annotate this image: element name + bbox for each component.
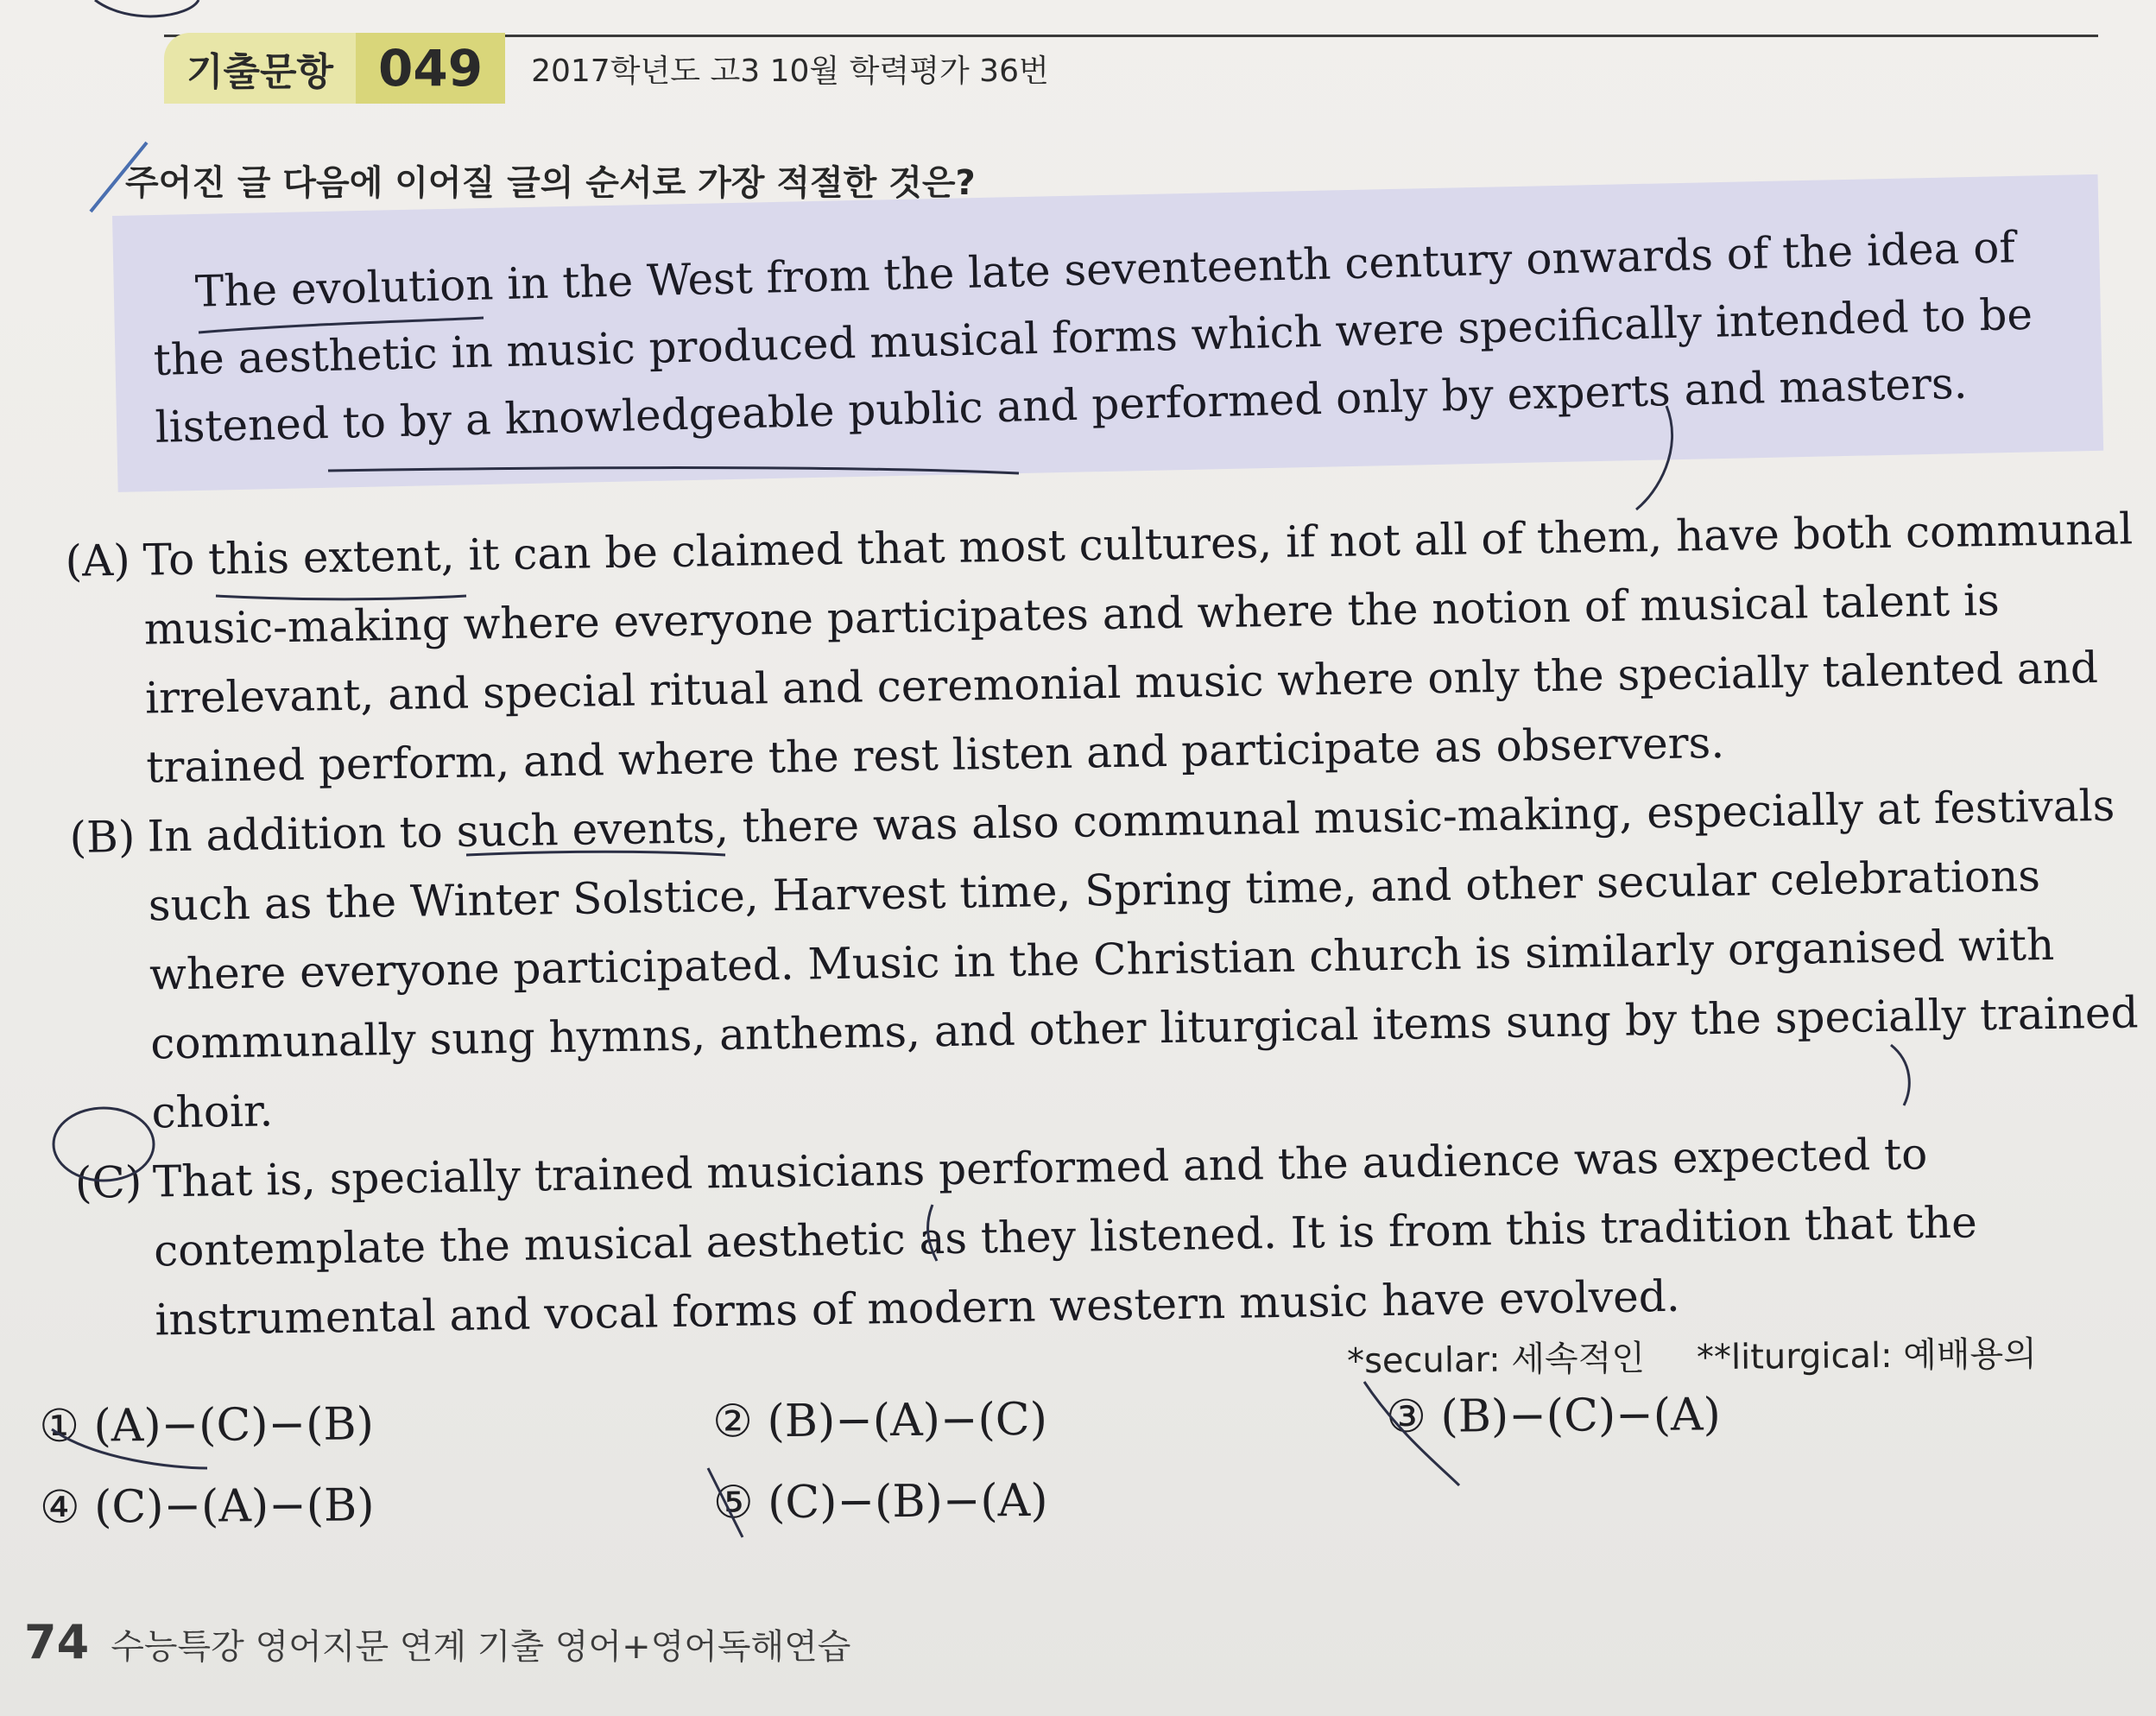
choice-mark: ② [712, 1396, 754, 1448]
choice-text: (C)−(B)−(A) [767, 1474, 1048, 1529]
problem-label: 기출문항 [164, 33, 356, 104]
choice-3[interactable] [1386, 1387, 2059, 1443]
ordering-paragraphs [65, 494, 2150, 1356]
choice-text: (C)−(A)−(B) [93, 1479, 375, 1534]
choice-mark: ③ [1386, 1390, 1427, 1444]
answer-choices [39, 1371, 2112, 1548]
choice-row [40, 1453, 2113, 1548]
choice-1[interactable] [39, 1396, 712, 1453]
choice-row [39, 1371, 2112, 1467]
paragraph-label: (B) [69, 811, 136, 863]
problem-number: 049 [356, 33, 505, 104]
choice-mark: ④ [39, 1481, 80, 1534]
paragraph-b [69, 770, 2147, 1149]
choice-5[interactable] [713, 1472, 1387, 1529]
given-passage-text: The evolution in the West from the late seventeenth century onwards of the idea of the aesthetic in music produced musical forms which were specifically intended to be listened to by a knowledgeable public and performed only by experts and masters. [153, 222, 2033, 453]
paragraph-text: That is, specially trained musicians performed and the audience was expected to contemplate the musical aesthetic as they listened. It is from this tradition that the instrumental and vocal forms of modern western music have evolved. [152, 1129, 1978, 1346]
problem-header [164, 33, 1049, 104]
choice-text: (A)−(C)−(B) [93, 1398, 375, 1453]
book-title: 수능특강 영어지문 연계 기출 영어+영어독해연습 [111, 1627, 851, 1667]
choice-mark: ① [39, 1400, 80, 1453]
problem-source: 2017학년도 고3 10월 학력평가 36번 [531, 53, 1049, 89]
page-footer [24, 1615, 850, 1669]
choice-text: (B)−(A)−(C) [767, 1393, 1048, 1448]
paragraph-label: (A) [65, 535, 131, 586]
choice-mark: ⑤ [712, 1477, 754, 1529]
paragraph-text: In addition to such events, there was also communal music-making, especially at festivals such as the Winter Solstice, Harvest time, Spring time, and other secular celebrations where everyone participated. Music in the Christian church is similarly organised with communally sung hymns, anthems, and other liturgical items sung by the specially trained choir. [147, 780, 2139, 1138]
question-prompt: 주어진 글 다음에 이어질 글의 순서로 가장 적절한 것은? [125, 163, 976, 203]
footnote-secular: *secular: 세속적인 [1346, 1338, 1646, 1382]
footnote-liturgical: **liturgical: 예배용의 [1696, 1334, 2038, 1378]
choice-2[interactable] [712, 1391, 1386, 1447]
paragraph-c [74, 1116, 2149, 1356]
paragraph-text: To this extent, it can be claimed that most cultures, if not all of them, have both communal music-making where everyone participates and where the notion of musical talent is irrelevant, and special ritual and ceremonial music where only the specially talented and trained perform, and where the rest listen and participate as observers. [142, 503, 2134, 793]
page-number: 74 [24, 1615, 90, 1669]
choice-text: (B)−(C)−(A) [1440, 1389, 1722, 1443]
paragraph-label: (C) [74, 1156, 142, 1208]
choice-4[interactable] [40, 1478, 713, 1534]
paragraph-a [65, 494, 2141, 803]
